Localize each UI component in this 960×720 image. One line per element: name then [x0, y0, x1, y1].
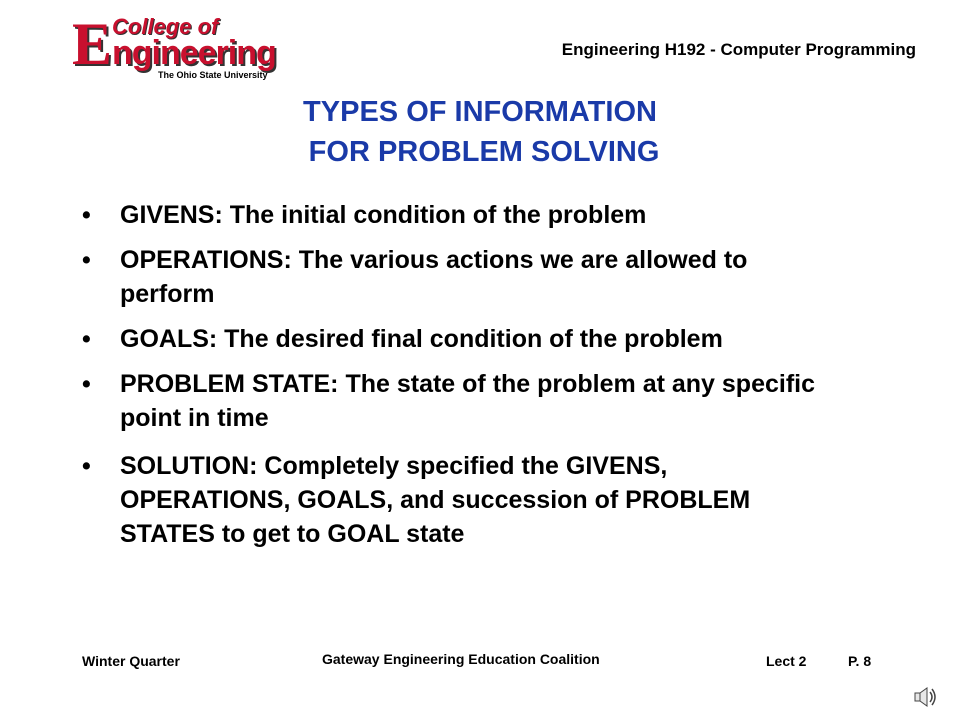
bullet-item-solution [82, 449, 842, 551]
slide-title-line-2: FOR PROBLEM SOLVING [300, 136, 660, 168]
bullet-text: SOLUTION: Completely specified the GIVENS, OPERATIONS, GOALS, and succession of PROBLEM STATES to get to GOAL state [120, 452, 751, 548]
slide-title [180, 92, 780, 172]
bullet-dot: • [82, 370, 91, 398]
logo-e-letter: E [72, 11, 113, 77]
bullet-item-goals [82, 322, 842, 356]
logo-college-text: College of [112, 14, 219, 39]
college-logo [72, 11, 276, 80]
footer-lecture: Lect 2 [766, 653, 807, 669]
speaker-icon[interactable] [912, 684, 938, 710]
bullet-list [82, 198, 842, 562]
bullet-text: OPERATIONS: The various actions we are allowed to perform [120, 246, 748, 308]
bullet-text: PROBLEM STATE: The state of the problem at any specific point in time [120, 370, 816, 432]
footer-coalition: Gateway Engineering Education Coalition [322, 651, 600, 667]
bullet-dot: • [82, 325, 91, 353]
bullet-item-problem-state [82, 367, 842, 435]
logo-engineering-text: ngineering [112, 34, 276, 72]
footer-quarter: Winter Quarter [82, 653, 180, 669]
footer-page-number: P. 8 [848, 653, 872, 669]
bullet-text: GOALS: The desired final condition of the problem [120, 325, 723, 353]
course-header: Engineering H192 - Computer Programming [561, 40, 916, 59]
bullet-dot: • [82, 201, 91, 229]
logo-university-text: The Ohio State University [158, 70, 268, 80]
bullet-text: GIVENS: The initial condition of the problem [120, 201, 647, 229]
bullet-dot: • [82, 246, 91, 274]
bullet-item-givens [82, 198, 842, 232]
slide-title-line-1: TYPES OF INFORMATION [303, 96, 657, 128]
bullet-item-operations [82, 243, 842, 311]
bullet-dot: • [82, 452, 91, 480]
